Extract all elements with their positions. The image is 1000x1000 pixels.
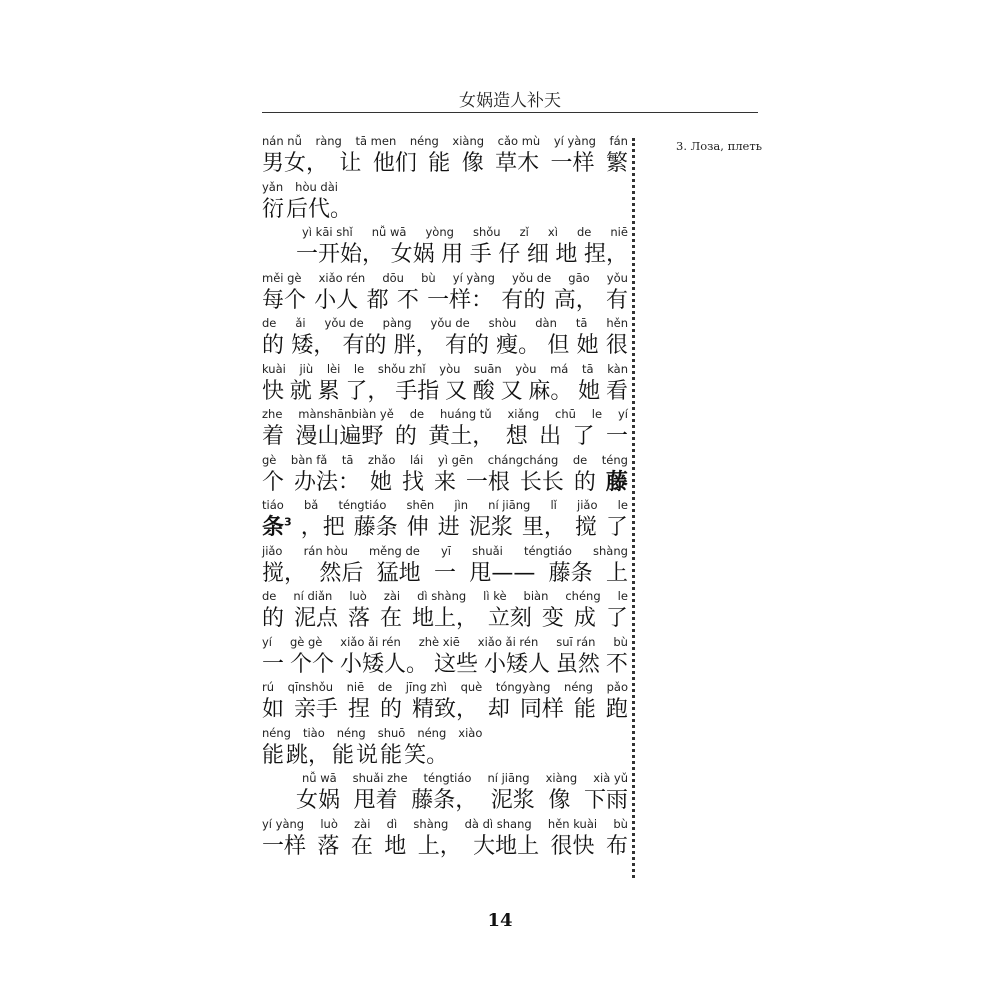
hanzi-word: 笑。 [404,742,449,768]
text-line [262,540,628,586]
pinyin-syllable: qīnshǒu [287,680,334,694]
glossed-word: 条 [262,515,285,540]
pinyin-syllable: xià yǔ [593,771,628,785]
pinyin-syllable: hěn kuài [547,816,598,831]
header-rule [262,112,758,113]
hanzi-row [262,421,628,448]
pinyin-syllable: nǚ wā [371,225,407,239]
pinyin-syllable: yòu [515,361,537,376]
pinyin-syllable: yí yàng [553,134,596,148]
text-line [262,494,628,540]
pinyin-syllable: téngtiáo [523,543,572,558]
hanzi-word: 个个 [289,651,334,677]
pinyin-syllable: rú [262,680,275,694]
hanzi-word: 泥点 [293,606,338,631]
hanzi-row [262,512,628,539]
hanzi-row [262,285,628,312]
hanzi-word: 但 [547,333,570,358]
pinyin-syllable: le [617,589,628,603]
hanzi-word: 能 [428,151,451,176]
hanzi-word: 男女， [262,151,329,176]
hanzi-word: 每个 [262,287,307,313]
hanzi-word: 在 [379,606,402,631]
hanzi-word: 让 [339,151,362,176]
pinyin-syllable: zài [383,589,401,603]
hanzi-word: 有的 [342,333,387,358]
pinyin-syllable: zhe [262,407,283,421]
pinyin-syllable: què [460,680,483,694]
hanzi-word: 精致， [411,697,478,722]
hanzi-word: 如 [262,697,285,722]
hanzi-word: 长长 [519,469,564,495]
hanzi-word: 他们 [372,151,417,176]
pinyin-syllable: tiáo [262,498,284,512]
pinyin-syllable: néng [262,725,291,740]
hanzi-row [262,330,628,357]
pinyin-syllable: xiǎo ǎi rén [477,634,539,649]
hanzi-word: 小矮人。 [339,651,428,677]
pinyin-syllable: kàn [607,361,628,376]
pinyin-syllable: lèi [326,361,341,376]
pinyin-syllable: lái [409,452,424,467]
pinyin-syllable: yí [617,407,628,421]
hanzi-word: 了 [572,424,595,449]
pinyin-syllable: yǎn [262,179,284,194]
hanzi-word: 捏， [583,242,628,267]
pinyin-syllable: měng de [368,543,420,558]
hanzi-word: 她 [578,378,601,404]
text-line [262,813,628,859]
hanzi-word: ，把 [300,515,345,540]
hanzi-word: 说 [356,742,379,768]
hanzi-word: 落 [317,833,340,859]
pinyin-syllable: shàng [593,543,628,558]
text-line [262,358,628,404]
pinyin-syllable: suān [474,361,502,376]
hanzi-word: 的 [262,606,285,631]
hanzi-word: 她 [369,469,392,495]
pinyin-syllable: shàng [413,816,449,831]
hanzi-word: 像 [548,788,571,813]
hanzi-word: 小人 [314,287,359,313]
pinyin-syllable: pàng [382,316,412,330]
hanzi-word: 不 [605,651,628,677]
pinyin-syllable: huáng tǔ [439,407,492,421]
pinyin-syllable: tā [581,361,594,376]
hanzi-word: 大地上 [473,833,540,859]
hanzi-row [262,194,628,221]
pinyin-syllable: lǐ [550,498,557,512]
hanzi-word: 想 [505,424,528,449]
hanzi-word: 女娲 [296,788,341,813]
text-line [262,312,628,358]
hanzi-word: 女娲 [390,242,435,267]
hanzi-word: 细 [526,242,549,267]
glossed-word: 藤 [605,469,628,495]
hanzi-word: 了 [605,515,628,540]
hanzi-word: 甩着 [353,788,398,813]
pinyin-syllable: xiǎng [507,407,540,421]
pinyin-syllable: de [572,452,588,467]
hanzi-word: 来 [433,469,456,495]
hanzi-word: 一 [262,651,285,677]
pinyin-syllable: le [353,361,365,376]
hanzi-word: 着 [262,424,285,449]
pinyin-syllable: xiàng [452,134,485,148]
hanzi-word: 办法： [293,469,360,495]
hanzi-word: 仔 [498,242,521,267]
hanzi-word: 她 [576,333,599,358]
hanzi-word: 瘦。 [496,333,541,358]
pinyin-syllable: dàn [535,316,557,330]
hanzi-word: 都 [366,287,389,313]
pinyin-syllable: ǎi [295,316,306,330]
hanzi-word: 繁 [605,151,628,176]
text-line [262,403,628,449]
hanzi-word: 漫山遍野 [295,424,384,449]
text-line [262,631,628,677]
pinyin-syllable: néng [409,134,439,148]
pinyin-syllable: tiào [302,725,325,740]
hanzi-row [262,785,628,812]
hanzi-word: 手指 [395,378,440,404]
hanzi-word: 能 [573,697,596,722]
hanzi-word: 搅 [574,515,597,540]
hanzi-word: 的 [394,424,417,449]
pinyin-syllable: cǎo mù [497,134,541,148]
page-number: 14 [487,910,513,931]
pinyin-syllable: téngtiáo [338,498,387,512]
hanzi-word: 个 [262,469,285,495]
pinyin-syllable: biàn [523,589,549,603]
hanzi-word: 进 [437,515,460,540]
pinyin-syllable: suī rán [556,634,596,649]
pinyin-syllable: shǒu [472,225,501,239]
hanzi-row [262,649,628,676]
pinyin-syllable: kuài [262,361,286,376]
pinyin-syllable: yǒu de [430,316,470,330]
pinyin-syllable: shòu [488,316,517,330]
pinyin-syllable: bù [613,816,628,831]
pinyin-syllable: yǒu [606,270,628,285]
pinyin-syllable: shēn [406,498,435,512]
pinyin-syllable: jiǎo [262,543,283,558]
pinyin-syllable: zhè xiē [418,634,460,649]
pinyin-syllable: de [409,407,425,421]
pinyin-syllable: mànshānbiàn yě [298,407,394,421]
pinyin-syllable: le [617,498,628,512]
pinyin-syllable: luò [349,589,367,603]
pinyin-syllable: shuǎi zhe [352,771,408,785]
pinyin-syllable: luò [320,816,338,831]
pinyin-syllable: má [550,361,569,376]
pinyin-syllable: dì shàng [417,589,467,603]
pinyin-syllable: tā men [355,134,397,148]
hanzi-word: 了 [605,606,628,631]
pinyin-syllable: rán hòu [303,543,348,558]
pinyin-syllable: tóngyàng [495,680,551,694]
hanzi-word: 一根 [465,469,510,495]
hanzi-word: 猛地 [376,560,421,586]
hanzi-word: 在 [350,833,373,859]
hanzi-row [262,603,628,630]
hanzi-word: 变 [541,606,564,631]
hanzi-word: 有 [605,287,628,313]
text-line [262,449,628,495]
hanzi-word: 虽然 [555,651,600,677]
pinyin-syllable: jīng zhì [405,680,447,694]
hanzi-word: 胖， [393,333,438,358]
hanzi-word: 这些 [433,651,478,677]
pinyin-syllable: chéng [565,589,601,603]
pinyin-syllable: dōu [382,270,404,285]
hanzi-word: 很 [605,333,628,358]
hanzi-word: 草木 [495,151,540,176]
hanzi-word: 出 [539,424,562,449]
hanzi-word: 泥浆 [468,515,513,540]
hanzi-row [262,831,628,858]
text-line [262,676,628,722]
hanzi-word: 有的 [444,333,489,358]
glossed-word-with-footnote [262,510,292,541]
hanzi-word: 有的 [501,287,546,313]
hanzi-word: 亲手 [293,697,338,722]
hanzi-word: 一样： [427,287,494,313]
text-line [262,221,628,267]
hanzi-word: 上 [605,560,628,586]
pinyin-syllable: shuǎi [472,543,503,558]
text-line [262,130,628,176]
pinyin-syllable: shǒu zhǐ [377,361,426,376]
pinyin-syllable: tā [575,316,588,330]
hanzi-word: 能 [380,742,403,768]
pinyin-syllable: yí yàng [262,816,305,831]
pinyin-syllable: jiǎo [577,498,598,512]
pinyin-syllable: zhǎo [367,452,396,467]
pinyin-syllable: fán [609,134,628,148]
hanzi-word: 后代。 [286,196,353,222]
hanzi-word: 又 [500,378,523,404]
hanzi-word: 地 [555,242,578,267]
pinyin-syllable: yí yàng [452,270,495,285]
hanzi-word: 同样 [519,697,564,722]
pinyin-syllable: xiào [458,725,483,740]
hanzi-word: 能 [262,742,285,768]
hanzi-word: 酸 [472,378,495,404]
text-line [262,176,628,222]
hanzi-word: 跳， [286,742,331,768]
pinyin-syllable: měi gè [262,270,302,285]
pinyin-syllable: yòng [425,225,454,239]
text-line [262,722,628,768]
hanzi-word: 找 [401,469,424,495]
hanzi-word: 下雨 [583,788,628,813]
pinyin-syllable: dì [386,816,398,831]
hanzi-row [262,558,628,585]
hanzi-word: 的 [379,697,402,722]
hanzi-word: 用 [441,242,464,267]
hanzi-word: 了， [345,378,390,404]
hanzi-word: 就 [289,378,312,404]
pinyin-syllable: ní diǎn [293,589,333,603]
hanzi-word: 的 [573,469,596,495]
pinyin-syllable: de [262,316,277,330]
pinyin-syllable: nǚ wā [302,771,337,785]
pinyin-syllable: nán nǚ [262,134,302,148]
pinyin-syllable: néng [336,725,366,740]
pinyin-syllable: yí [262,634,273,649]
pinyin-syllable: dà dì shang [464,816,532,831]
hanzi-word: 捏 [347,697,370,722]
hanzi-word: 衍 [262,196,285,222]
pinyin-syllable: yì gēn [437,452,474,467]
pinyin-syllable: xiǎo rén [318,270,366,285]
hanzi-word: 藤条 [548,560,593,586]
pinyin-syllable: yòu [439,361,461,376]
hanzi-word: 很快 [550,833,595,859]
pinyin-syllable: yī [440,543,451,558]
hanzi-row [262,694,628,721]
hanzi-word: 伸 [406,515,429,540]
hanzi-word: 跑 [605,697,628,722]
hanzi-word: 手 [469,242,492,267]
main-text-block [262,130,628,858]
hanzi-row [262,239,628,266]
text-line [262,585,628,631]
pinyin-syllable: bàn fǎ [290,452,328,467]
pinyin-syllable: néng [417,725,447,740]
pinyin-syllable: gāo [568,270,590,285]
pinyin-syllable: yǒu de [511,270,552,285]
margin-footnote: 3. Лоза, плеть [676,139,762,153]
pinyin-syllable: yì kāi shǐ [302,225,353,239]
hanzi-row [262,740,628,767]
hanzi-word: 麻。 [528,378,573,404]
hanzi-word: 不 [396,287,419,313]
pinyin-syllable: jiù [299,361,314,376]
pinyin-syllable: ní jiāng [488,498,531,512]
pinyin-syllable: téng [601,452,628,467]
hanzi-word: 藤条 [353,515,398,540]
text-line [262,767,628,813]
hanzi-word: 地上， [411,606,478,631]
hanzi-word: 里， [521,515,566,540]
pinyin-syllable: jìn [454,498,469,512]
pinyin-syllable: gè [262,452,277,467]
pinyin-syllable: xiǎo ǎi rén [340,634,401,649]
pinyin-syllable: téngtiáo [423,771,472,785]
hanzi-row [262,467,628,494]
hanzi-word: 然后 [319,560,364,586]
hanzi-word: 黄土， [428,424,495,449]
pinyin-syllable: de [576,225,592,239]
pinyin-syllable: ní jiāng [487,771,530,785]
pinyin-syllable: gè gè [289,634,323,649]
hanzi-word: 累 [317,378,340,404]
pinyin-syllable: hěn [606,316,628,330]
pinyin-syllable: zài [354,816,371,831]
hanzi-word: 快 [262,378,285,404]
pinyin-syllable: yǒu de [324,316,364,330]
hanzi-word: 藤条， [411,788,478,813]
hanzi-word: 一样 [262,833,307,859]
pinyin-syllable: niē [346,680,365,694]
hanzi-row [262,376,628,403]
pinyin-syllable: bù [613,634,628,649]
hanzi-word: 却 [487,697,510,722]
pinyin-syllable: ràng [315,134,342,148]
hanzi-word: 一样 [550,151,595,176]
hanzi-word: 立刻 [487,606,532,631]
pinyin-syllable: bǎ [303,498,319,512]
hanzi-word: 甩—— [469,560,536,586]
footnote-marker: 3 [284,515,292,529]
pinyin-syllable: hòu dài [295,179,338,194]
pinyin-syllable: néng [564,680,593,694]
hanzi-word: 高， [553,287,598,313]
hanzi-word: 看 [605,378,628,404]
hanzi-word: 成 [573,606,596,631]
text-line [262,267,628,313]
pinyin-syllable: xiàng [545,771,578,785]
hanzi-word: 矮， [291,333,336,358]
margin-divider [632,138,635,878]
pinyin-syllable: de [377,680,393,694]
pinyin-syllable: xì [547,225,558,239]
pinyin-syllable: pǎo [606,680,628,694]
pinyin-syllable: le [591,407,603,421]
running-header: 女娲造人补天 [459,91,561,111]
hanzi-word: 上， [417,833,462,859]
pinyin-syllable: shuō [377,725,406,740]
hanzi-word: 小矮人 [483,651,550,677]
pinyin-syllable: zǐ [519,225,529,239]
pinyin-syllable: bù [421,270,436,285]
pinyin-syllable: chū [555,407,576,421]
pinyin-syllable: de [262,589,277,603]
hanzi-word: 能 [332,742,355,768]
pinyin-syllable: tā [341,452,354,467]
hanzi-word: 泥浆 [490,788,535,813]
hanzi-word: 地 [384,833,407,859]
hanzi-word: 一 [605,424,628,449]
hanzi-word: 落 [347,606,370,631]
pinyin-syllable: chángcháng [487,452,559,467]
pinyin-syllable: niē [610,225,628,239]
hanzi-word: 像 [461,151,484,176]
hanzi-word: 布 [605,833,628,859]
hanzi-word: 一开始， [296,242,385,267]
hanzi-word: 搅， [262,560,307,586]
pinyin-syllable: lì kè [483,589,507,603]
hanzi-word: 一 [433,560,456,586]
hanzi-row [262,148,628,175]
hanzi-word: 又 [444,378,467,404]
hanzi-word: 的 [262,333,285,358]
